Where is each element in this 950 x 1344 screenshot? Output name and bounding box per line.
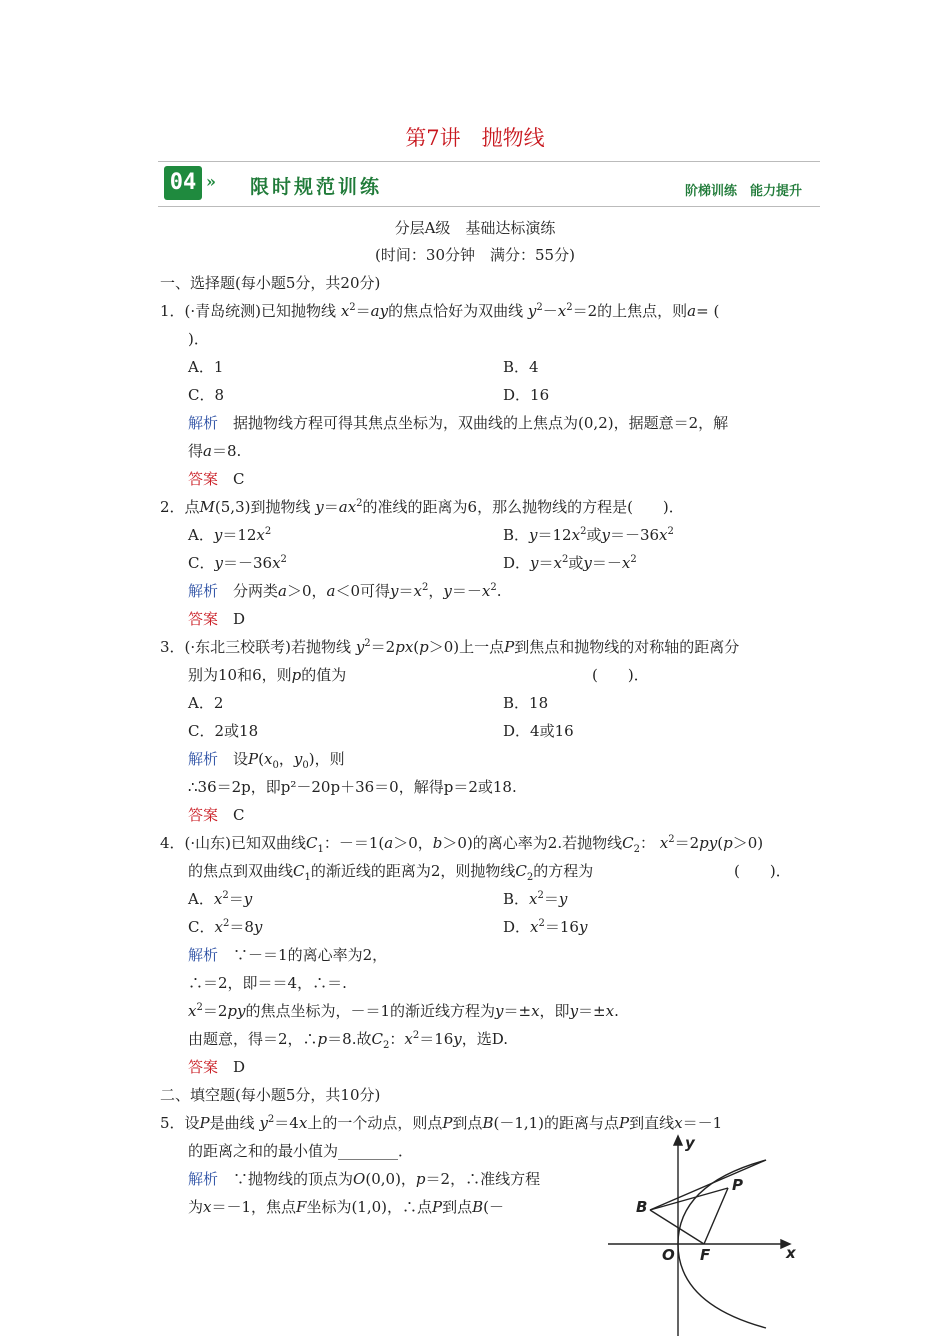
q5-stem: 5．设P是曲线 $y^2=4x$上的一个动点，则点P到点B(－1,1)的距离与点P到直线x＝－1 xyxy=(160,1114,723,1132)
section1-heading: 一、选择题(每小题5分，共20分) xyxy=(160,274,381,292)
label-b: B xyxy=(636,1198,648,1216)
q2-analysis: 解析 分两类a＞0，a＜0可得$y=x^2$，$y=-x^2$. xyxy=(188,582,502,600)
q4-analysis-line2: ∴＝2，即＝＝4，∴＝. xyxy=(188,974,347,992)
q3-analysis: 解析 设$P(x_0$，$y_0$)，则 xyxy=(188,750,345,771)
q4-option-a: A．$x^2=y$ xyxy=(188,890,253,908)
q4-stem-line2: 的焦点到双曲线$C_1$的渐近线的距离为2，则抛物线$C_2$的方程为 xyxy=(188,862,594,883)
line-b-extended xyxy=(650,1160,766,1210)
q2-option-d: D．$y=x^2$或$y=-x^2$ xyxy=(503,554,637,572)
q3-answer: 答案 C xyxy=(188,806,245,824)
q2-option-a: A．$y=12x^2$ xyxy=(188,526,272,544)
q4-answer: 答案 D xyxy=(188,1058,246,1076)
banner-title: 限时规范训练 xyxy=(250,176,383,198)
q1-option-b: B．4 xyxy=(503,358,539,376)
parabola-lower xyxy=(678,1244,766,1328)
q3-analysis-line2: ∴36＝2p，即p²－20p＋36＝0，解得p＝2或18. xyxy=(188,778,517,796)
section-banner xyxy=(158,161,820,207)
q3-option-d: D．4或16 xyxy=(503,722,574,740)
q4-stem: 4．(·山东)已知双曲线$C_1$：－＝1(a＞0，b＞0)的离心率为2.若抛物线$C_2$： $x^2=2py(p>0)$ xyxy=(160,834,764,855)
q3-stem-line2: 别为10和6，则p的值为 xyxy=(188,666,347,684)
label-f: F xyxy=(700,1246,711,1264)
label-o: O xyxy=(662,1246,675,1264)
q1-analysis: 解析 据抛物线方程可得其焦点坐标为，双曲线的上焦点为(0,2)，据题意＝2，解 xyxy=(188,414,729,432)
label-p: P xyxy=(732,1176,743,1194)
time-info: (时间：30分钟 满分：55分) xyxy=(375,246,575,264)
q1-analysis-line2: 得a＝8. xyxy=(188,442,242,460)
segment-fp xyxy=(704,1188,728,1244)
q4-analysis-line3: $x^2=2py$的焦点坐标为，－＝1的渐近线方程为y＝±x，即y＝±x. xyxy=(188,1002,619,1020)
y-axis-arrow-icon xyxy=(674,1136,682,1145)
q4-option-d: D．$x^2=16y$ xyxy=(503,918,588,936)
q4-analysis-line4: 由题意，得＝2，∴p＝8.故$C_2$：$x^2=16y$，选D. xyxy=(188,1030,509,1051)
q3-option-c: C．2或18 xyxy=(188,722,259,740)
q3-option-a: A．2 xyxy=(188,694,224,712)
q3-option-b: B．18 xyxy=(503,694,549,712)
section2-heading: 二、填空题(每小题5分，共10分) xyxy=(160,1086,381,1104)
q3-answer-blank: ( )． xyxy=(592,666,649,684)
q3-stem: 3．(·东北三校联考)若抛物线 $y^2=2px(p>0)$上一点P到焦点和抛物线的对称轴的距离分 xyxy=(160,638,740,656)
parabola-figure xyxy=(600,1132,810,1338)
q2-option-c: C．$y=-36x^2$ xyxy=(188,554,287,572)
q4-analysis: 解析 ∵－＝1的离心率为2， xyxy=(188,946,388,964)
q2-option-b: B．$y=12x^2$或$y=-36x^2$ xyxy=(503,526,674,544)
q5-analysis: 解析 ∵抛物线的顶点为O(0,0)，p＝2，∴准线方程 xyxy=(188,1170,541,1188)
banner-subtitle: 阶梯训练 能力提升 xyxy=(684,184,802,199)
q4-answer-blank: ( )． xyxy=(734,862,791,880)
banner-arrows-icon: » xyxy=(206,172,216,191)
q4-option-c: C．$x^2=8y$ xyxy=(188,918,263,936)
q1-option-a: A．1 xyxy=(188,358,224,376)
label-y: y xyxy=(685,1134,695,1152)
page-title: 第7讲 抛物线 xyxy=(405,126,545,150)
level-heading: 分层A级 基础达标演练 xyxy=(394,219,556,237)
label-x: x xyxy=(786,1244,796,1262)
q1-answer: 答案 C xyxy=(188,470,245,488)
q2-stem: 2．点M(5,3)到抛物线 $y=ax^2$的准线的距离为6，那么抛物线的方程是( )． xyxy=(160,498,684,516)
q4-option-b: B．$x^2=y$ xyxy=(503,890,568,908)
q1-option-d: D．16 xyxy=(503,386,550,404)
q1-stem: 1．(·青岛统测)已知抛物线 $x^2=ay$的焦点恰好为双曲线 $y^2-x^2=2$的上焦点，则a= ( xyxy=(160,302,720,320)
q2-answer: 答案 D xyxy=(188,610,246,628)
banner-badge: 04 xyxy=(164,166,202,200)
q1-option-c: C．8 xyxy=(188,386,225,404)
q5-analysis-line2: 为x＝－1，焦点F坐标为(1,0)，∴点P到点B(－ xyxy=(188,1198,505,1216)
q5-stem-line2: 的距离之和的最小值为________． xyxy=(188,1142,414,1160)
segment-bf xyxy=(650,1210,704,1244)
q1-stem-line2: )． xyxy=(188,330,209,348)
